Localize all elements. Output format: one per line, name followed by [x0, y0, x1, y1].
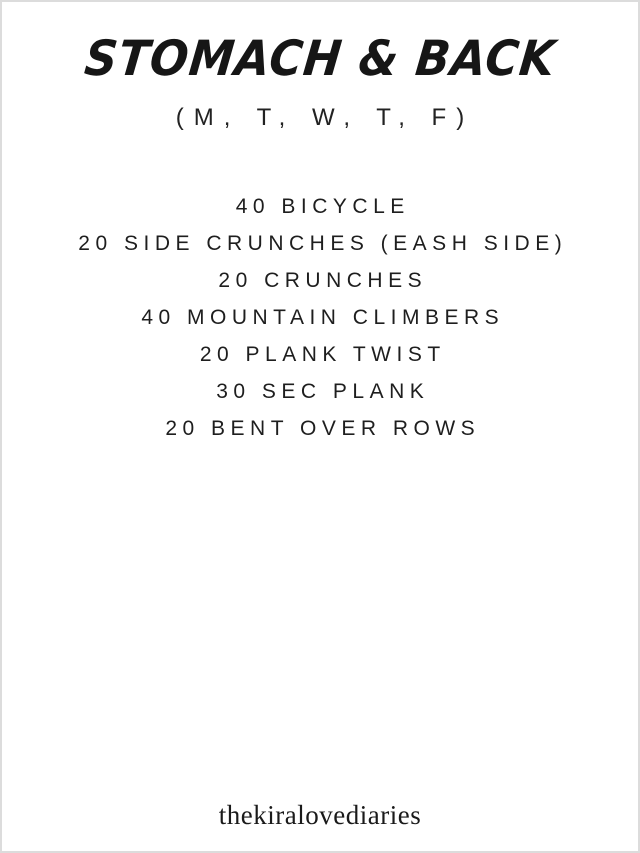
page-title: STOMACH & BACK — [81, 29, 559, 88]
exercise-list — [78, 188, 568, 447]
exercise-item: 20 BENT OVER ROWS — [165, 417, 481, 440]
exercise-item: 40 MOUNTAIN CLIMBERS — [141, 306, 505, 329]
schedule-days: (M, T, W, T, F) — [175, 104, 475, 131]
exercise-item: 40 BICYCLE — [235, 195, 410, 218]
exercise-item: 20 PLANK TWIST — [199, 343, 446, 366]
exercise-item: 20 CRUNCHES — [218, 269, 428, 292]
watermark-text: thekiralovediaries — [218, 800, 422, 830]
exercise-item: 30 SEC PLANK — [216, 380, 430, 403]
exercise-item: 20 SIDE CRUNCHES (EASH SIDE) — [78, 232, 568, 255]
